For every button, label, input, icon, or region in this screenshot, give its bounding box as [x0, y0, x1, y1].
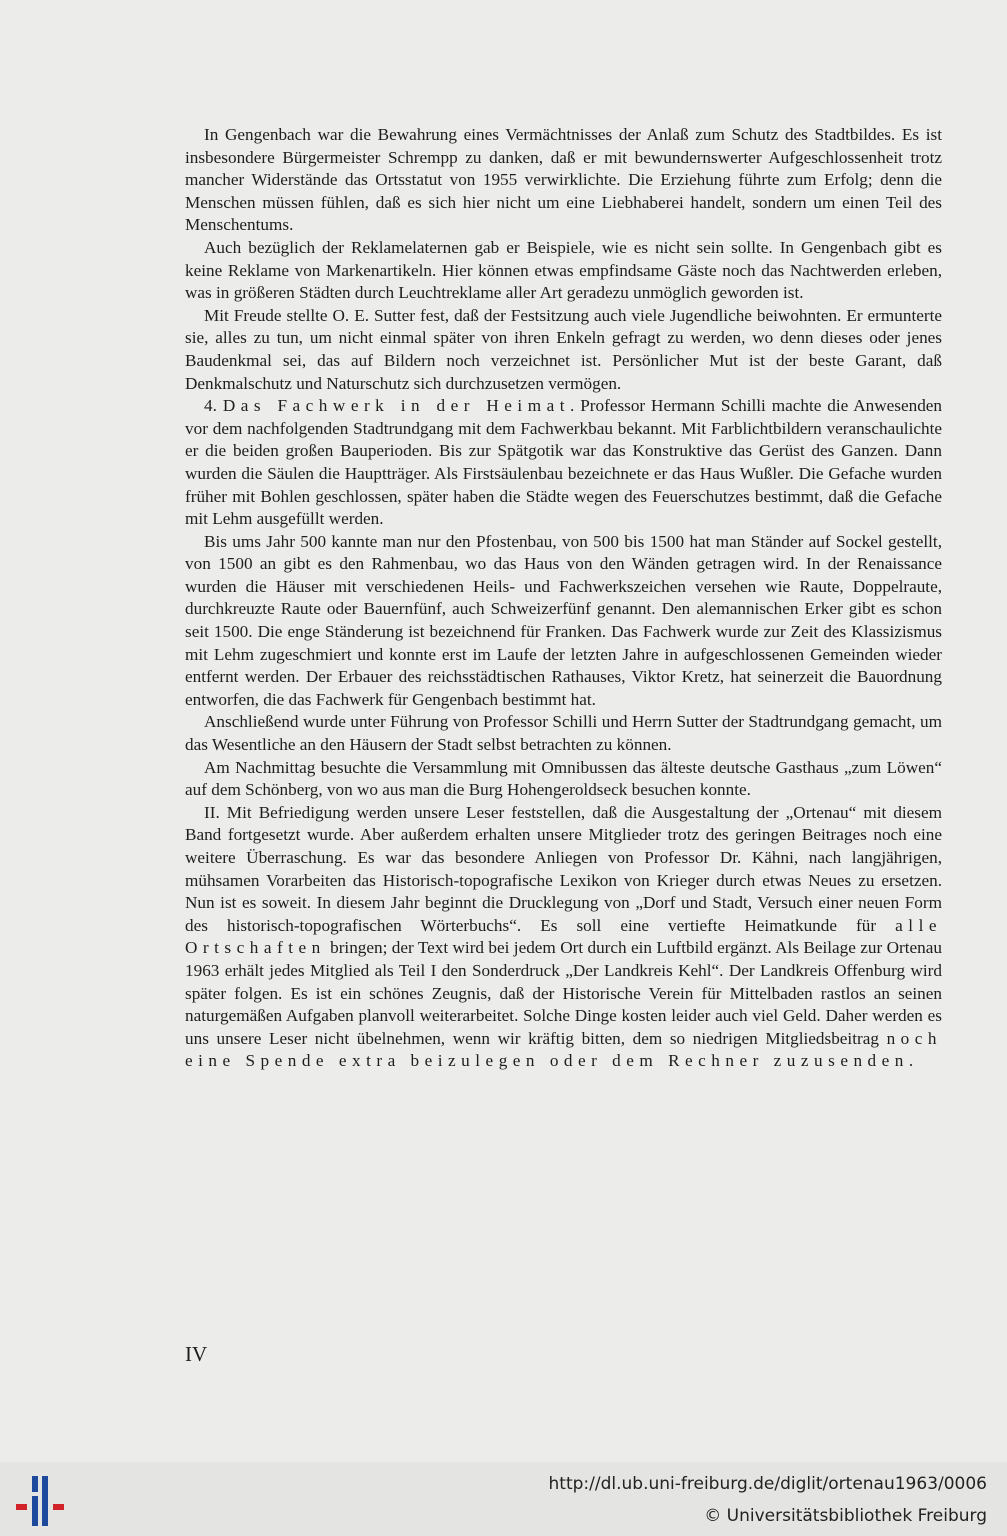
body-text — [185, 124, 942, 1073]
paragraph: Mit Freude stellte O. E. Sutter fest, daß der Festsitzung auch viele Jugendliche beiwohnten. Er ermunterte sie, alles zu tun, um nicht einmal später von ihren Enkeln gefragt zu werden, wo denn dieses oder jenes Baudenkmal sei, das auf Bildern noch verzeichnet ist. Persönlicher Mut ist der beste Garant, daß Denkmalschutz und Naturschutz sich durchzusetzen vermögen. — [185, 305, 942, 393]
spaced-emphasis: alle Ortschaften — [185, 915, 942, 958]
source-url-link[interactable]: http://dl.ub.uni-freiburg.de/diglit/ortenau1963/0006 — [548, 1474, 987, 1494]
ub-freiburg-logo-icon[interactable] — [14, 1474, 66, 1526]
copyright-notice: © Universitätsbibliothek Freiburg — [704, 1506, 987, 1526]
paragraph: Auch bezüglich der Reklamelaternen gab er Beispiele, wie es nicht sein sollte. In Gengenbach gibt es keine Reklame von Markenartikeln. Hier können etwas empfindsame Gäste noch das Nachtwerden erleben, was in größeren Städten durch Leuchtreklame aller Art geradezu unmöglich geworden ist. — [185, 237, 942, 303]
paragraph: 4. Das Fachwerk in der Heimat. Professor Hermann Schilli machte die Anwesenden vor dem nachfolgenden Stadtrundgang mit dem Fachwerkbau bekannt. Mit Farblichtbildern veranschaulichte er die beiden großen Bauperioden. Bis zur Spätgotik war das Konstruktive das Gerüst des Ganzen. Dann wurden die Säulen die Hauptträger. Als Firstsäulenbau bezeichnete er das Haus Wußler. Die Gefache wurden früher mit Bohlen geschlossen, später haben die Städte wegen des Feuerschutzes bestimmt, daß die Gefache mit Lehm ausgefüllt werden. — [185, 396, 943, 529]
paragraph: Anschließend wurde unter Führung von Professor Schilli und Herrn Sutter der Stadtrundgang gemacht, um das Wesentliche an den Häusern der Stadt selbst betrachten zu können. — [185, 712, 942, 755]
paragraph: Am Nachmittag besuchte die Versammlung mit Omnibussen das älteste deutsche Gasthaus „zum Löwen“ auf dem Schönberg, von wo aus man die Burg Hohengeroldseck besuchen konnte. — [185, 757, 942, 800]
paragraph: II. Mit Befriedigung werden unsere Leser feststellen, daß die Ausgestaltung der „Ortenau“ mit diesem Band fortgesetzt wurde. Aber außerdem erhalten unsere Mitglieder trotz des geringen Beitrages noch eine weitere Überraschung. Es war das besondere Anliegen von Professor Dr. Kähni, nach langjährigen, mühsamen Vorarbeiten das Historisch-topografische Lexikon von Krieger durch etwas Neues zu ersetzen. Nun ist es soweit. In diesem Jahr beginnt die Drucklegung von „Dorf und Stadt, Versuch einer neuen Form des historisch-topografischen Wörterbuchs“. Es soll eine vertiefte Heimatkunde für alle Ortschaften bringen; der Text wird bei jedem Ort durch ein Luftbild ergänzt. Als Beilage zur Ortenau 1963 erhält jedes Mitglied als Teil I den Sonderdruck „Der Landkreis Kehl“. Der Landkreis Offenburg wird später folgen. Es ist ein schönes Zeugnis, daß der Historische Verein für Mittelbaden rastlos an seinen naturgemäßen Aufgaben planvoll weiterarbeitet. Solche Dinge kosten leider auch viel Geld. Daher werden es uns unsere Leser nicht übelnehmen, wenn wir kräftig bitten, dem so niedrigen Mitgliedsbeitrag noch eine Spende extra beizulegen oder dem Rechner zuzusenden. — [185, 802, 942, 1071]
spaced-heading: Das Fachwerk in der Heimat — [222, 396, 570, 416]
page-number: IV — [185, 1342, 208, 1366]
footer-bar — [0, 1462, 1007, 1536]
spaced-emphasis: noch eine Spende extra beizulegen oder dem Rechner zuzusenden — [185, 1028, 942, 1071]
paragraph: In Gengenbach war die Bewahrung eines Vermächtnisses der Anlaß zum Schutz des Stadtbildes. Es ist insbesondere Bürgermeister Schrempp zu danken, daß er mit bewundernswerter Aufgeschlossenheit trotz mancher Widerstände das Ortsstatut von 1955 verwirklichte. Die Erziehung führte zum Erfolg; denn die Menschen müssen fühlen, daß es sich hier nicht um eine Liebhaberei handelt, sondern um einen Teil des Menschentums. — [185, 125, 942, 235]
paragraph: Bis ums Jahr 500 kannte man nur den Pfostenbau, von 500 bis 1500 hat man Ständer auf Sockel gestellt, von 1500 an gibt es den Rahmenbau, wo das Haus von den Wänden getragen wird. In der Renaissance wurden die Häuser mit verschiedenen Heils- und Fachwerkszeichen versehen wie Raute, Doppelraute, durchkreuzte Raute oder Bauernfünf, auch Schweizerfünf genannt. Den alemannischen Erker gibt es schon seit 1500. Die enge Ständerung ist bezeichnend für Franken. Das Fachwerk wurde zur Zeit des Klassizismus mit Lehm zugeschmiert und konnte erst im Laufe der letzten Jahre in aufgeschlossenen Gemeinden wieder entfernt werden. Der Erbauer des reichsstädtischen Rathauses, Viktor Kretz, hat seinerzeit die Bauordnung entworfen, die das Fachwerk für Gengenbach bestimmt hat. — [185, 531, 942, 709]
